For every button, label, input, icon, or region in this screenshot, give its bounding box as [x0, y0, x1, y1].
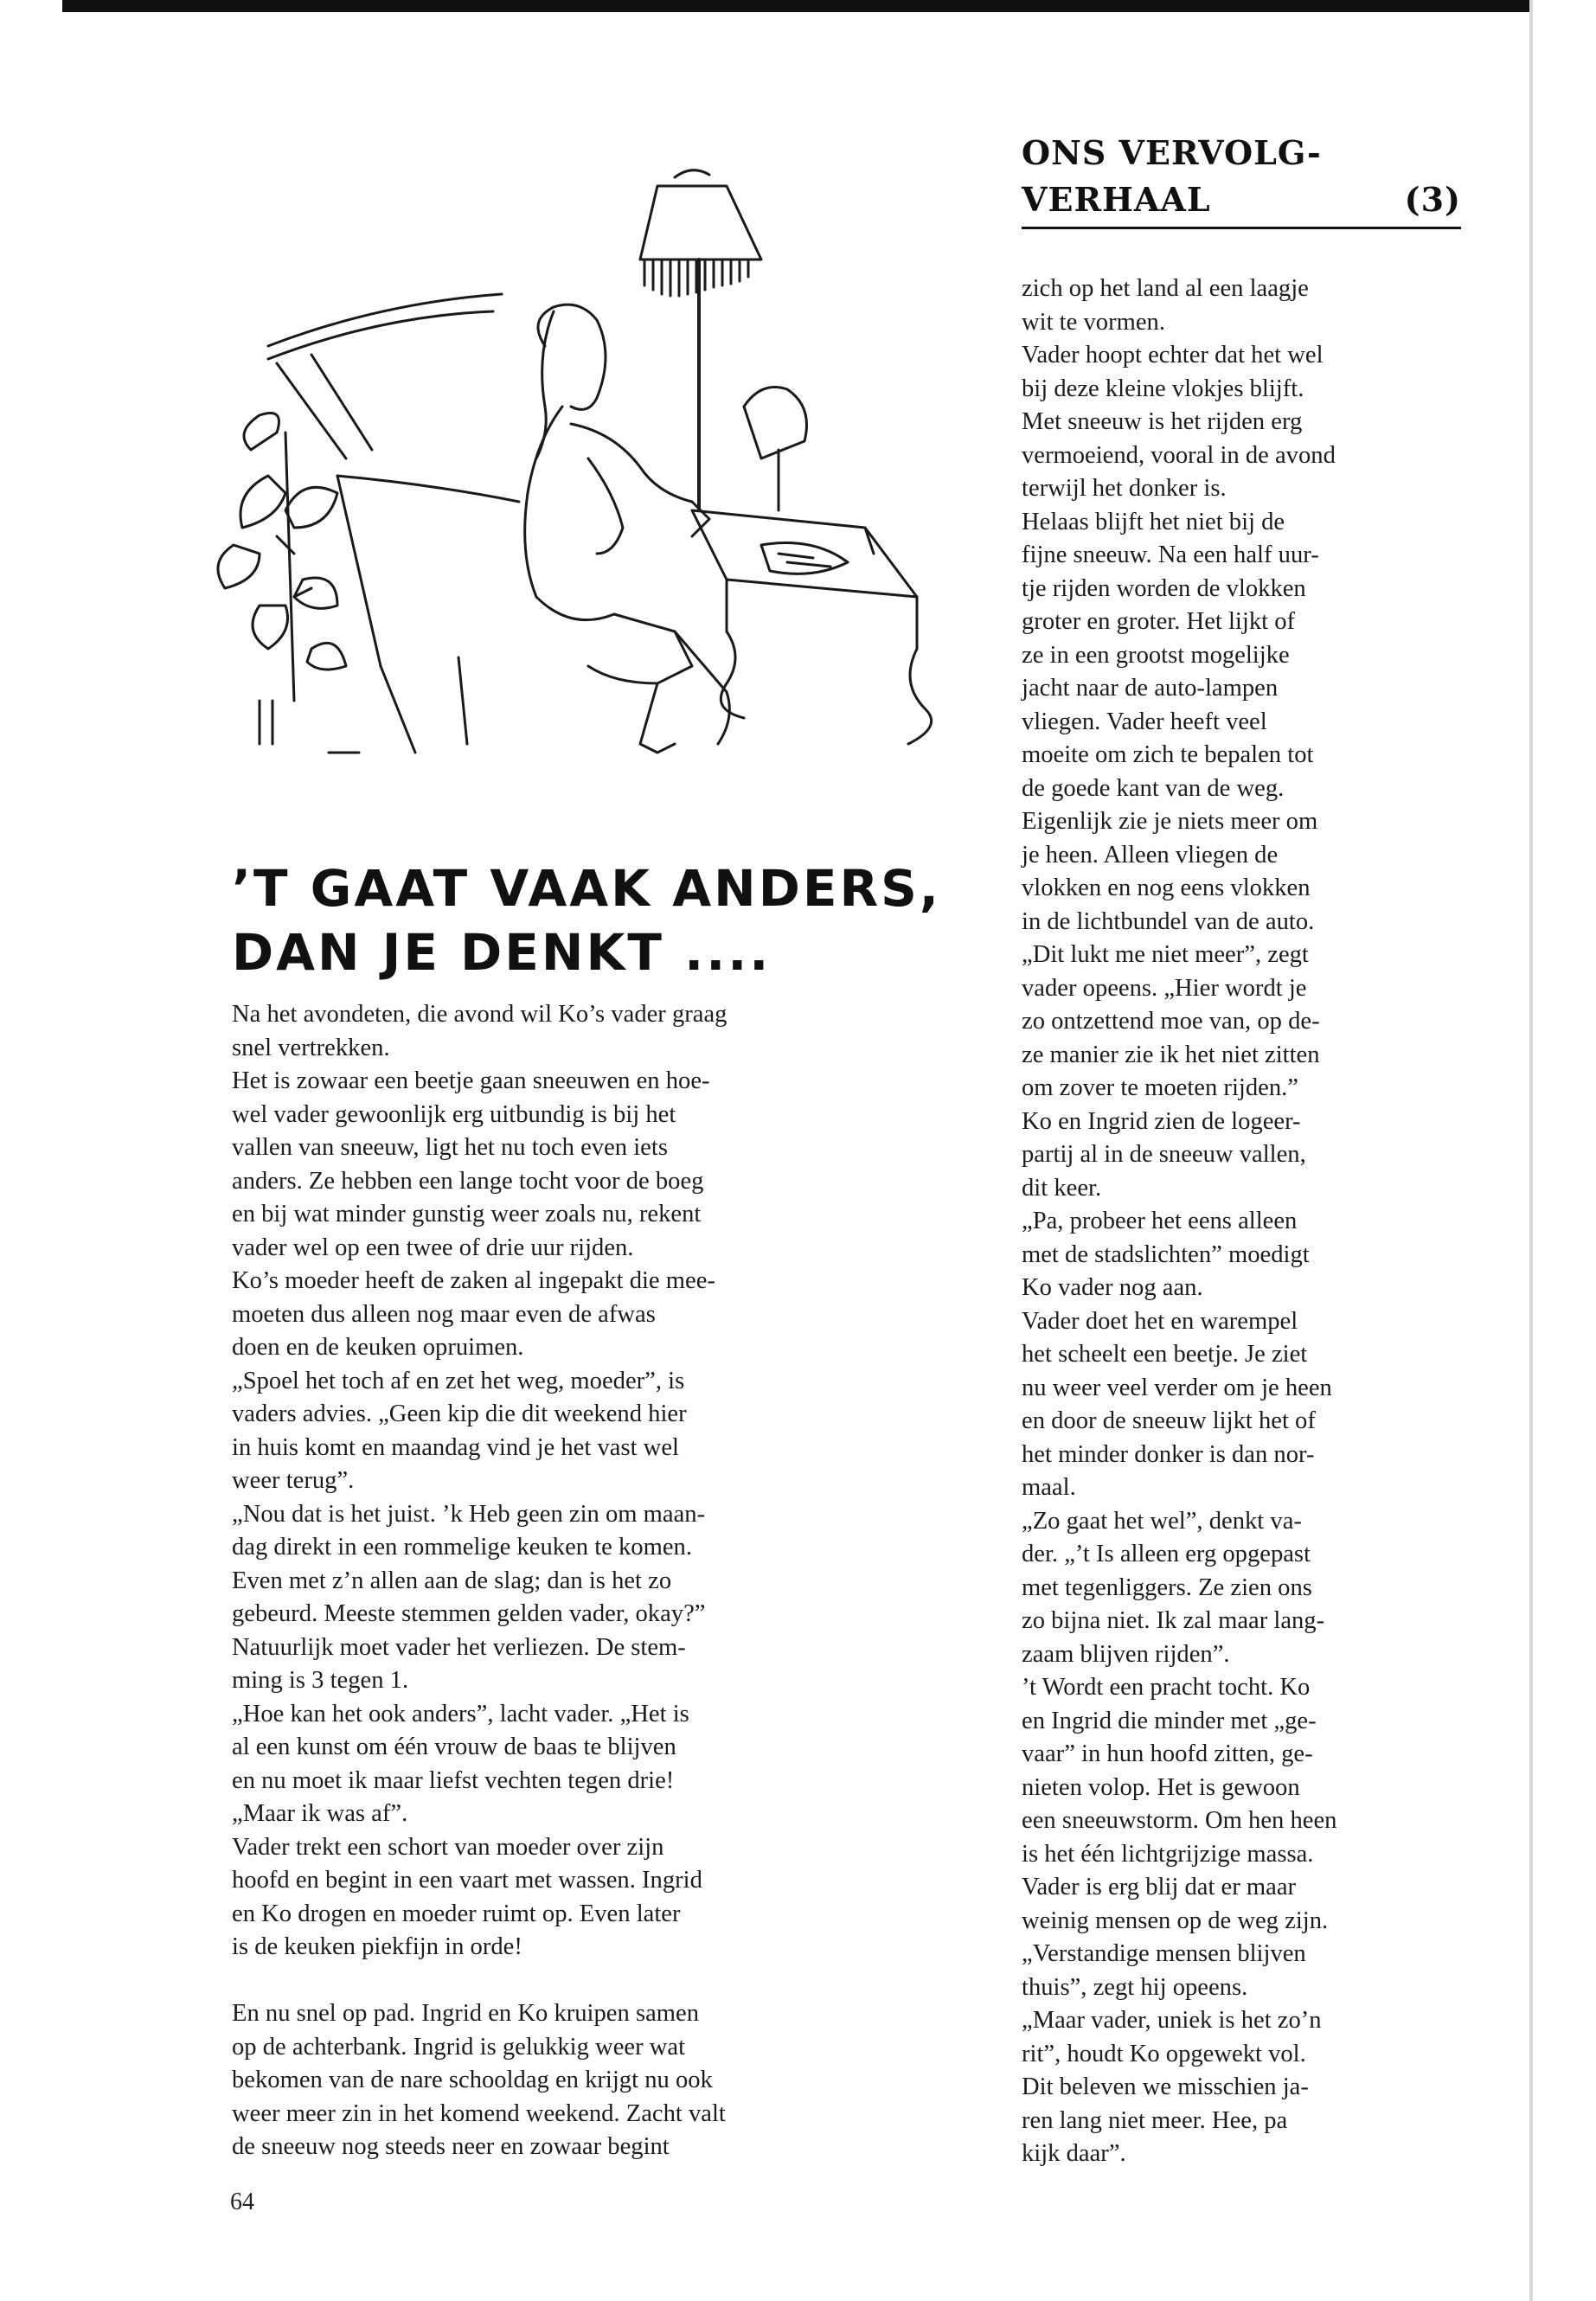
text-line: „Pa, probeer het eens alleen [1022, 1208, 1298, 1234]
text-line: vaar” in hun hoofd zitten, ge- [1022, 1740, 1313, 1767]
text-line: in huis komt en maandag vind je het vast wel [232, 1433, 679, 1461]
text-line: Eigenlijk zie je niets meer om [1022, 808, 1318, 835]
page-number: 64 [230, 2189, 254, 2215]
story-title [232, 856, 1010, 984]
text-line: Ko’s moeder heeft de zaken al ingepakt die mee- [232, 1267, 715, 1294]
page-edge [1529, 0, 1533, 2301]
text-line: de goede kant van de weg. [1022, 774, 1285, 802]
series-heading [1022, 130, 1461, 229]
text-line: het scheelt een beetje. Je ziet [1022, 1341, 1308, 1368]
text-line: met de stadslichten” moedigt [1022, 1240, 1310, 1268]
text-line: vliegen. Vader heeft veel [1022, 708, 1267, 735]
text-line: en Ko drogen en moeder ruimt op. Even later [232, 1900, 681, 1927]
text-line: in de lichtbundel van de auto. [1022, 907, 1315, 935]
text-line: wit te vormen. [1022, 308, 1165, 336]
story-title-line1: ’T GAAT VAAK ANDERS, [232, 859, 941, 918]
text-line: „Zo gaat het wel”, denkt va- [1022, 1507, 1302, 1535]
text-line: weer meer zin in het komend weekend. Zacht valt [232, 2099, 726, 2127]
text-line: ren lang niet meer. Hee, pa [1022, 2106, 1288, 2134]
text-line: al een kunst om één vrouw de baas te blijven [232, 1734, 676, 1760]
text-line: Dit beleven we misschien ja- [1022, 2073, 1309, 2100]
top-border [62, 0, 1533, 12]
text-line: ming is 3 tegen 1. [232, 1667, 409, 1694]
text-line: vlokken en nog eens vlokken [1022, 875, 1311, 901]
text-line: dit keer. [1022, 1174, 1102, 1202]
text-line: ze manier zie ik het niet zitten [1022, 1041, 1320, 1068]
text-line: Even met z’n allen aan de slag; dan is het zo [232, 1567, 672, 1594]
text-line: „Nou dat is het juist. ’k Heb geen zin om maan- [232, 1500, 706, 1528]
text-line: Na het avondeten, die avond wil Ko’s vader graag [232, 1001, 727, 1028]
text-line: tje rijden worden de vlokken [1022, 574, 1306, 602]
text-line: Ko vader nog aan. [1022, 1274, 1203, 1301]
text-line: Vader hoopt echter dat het wel [1022, 342, 1324, 369]
text-line: vaders advies. „Geen kip die dit weekend hier [232, 1400, 687, 1427]
text-line: „Hoe kan het ook anders”, lacht vader. „Het is [232, 1700, 689, 1727]
text-line: groter en groter. Het lijkt of [1022, 608, 1296, 635]
text-line: „Dit lukt me niet meer”, zegt [1022, 941, 1309, 968]
series-label-row [1022, 176, 1461, 223]
text-line: fijne sneeuw. Na een half uur- [1022, 542, 1319, 568]
text-line: zich op het land al een laagje [1022, 275, 1309, 302]
text-line: En nu snel op pad. Ingrid en Ko kruipen samen [232, 2000, 699, 2027]
paragraph-gap [232, 1965, 941, 1998]
text-line: dag direkt in een rommelige keuken te komen. [232, 1534, 692, 1561]
series-label-line2: VERHAAL [1022, 180, 1211, 219]
text-line: weinig mensen op de weg zijn. [1022, 1907, 1329, 1934]
text-line: nieten volop. Het is gewoon [1022, 1773, 1300, 1801]
text-line: rit”, houdt Ko opgewekt vol. [1022, 2040, 1306, 2067]
text-line: zo bijna niet. Ik zal maar lang- [1022, 1607, 1325, 1634]
text-line: nu weer veel verder om je heen [1022, 1374, 1332, 1401]
text-line: Vader trekt een schort van moeder over zijn [232, 1833, 664, 1861]
text-line: Natuurlijk moet vader het verliezen. De stem- [232, 1633, 686, 1661]
text-line: „Verstandige mensen blijven [1022, 1940, 1306, 1967]
coffee-table-icon [692, 510, 932, 744]
text-line: een sneeuwstorm. Om hen heen [1022, 1807, 1337, 1834]
text-line: weer terug”. [232, 1467, 355, 1494]
text-line: „Spoel het toch af en zet het weg, moeder”, is [232, 1367, 685, 1394]
text-line: is de keuken piekfijn in orde! [232, 1933, 522, 1960]
text-line: moeten dus alleen nog maar even de afwas [232, 1300, 656, 1328]
text-line: de sneeuw nog steeds neer en zowaar begint [232, 2133, 670, 2160]
text-line: vermoeiend, vooral in de avond [1022, 441, 1336, 469]
text-line: Helaas blijft het niet bij de [1022, 508, 1285, 535]
text-line: der. „’t Is alleen erg opgepast [1022, 1541, 1311, 1567]
text-line: „Maar vader, uniek is het zo’n [1022, 2007, 1322, 2034]
text-line: doen en de keuken opruimen. [232, 1334, 524, 1361]
paragraph-1 [232, 998, 941, 1965]
text-line: zo ontzettend moe van, op de- [1022, 1008, 1320, 1035]
right-column [1022, 272, 1467, 2171]
series-underline [1022, 227, 1461, 229]
text-line: Het is zowaar een beetje gaan sneeuwen en hoe- [232, 1067, 710, 1094]
story-illustration [208, 147, 952, 830]
paragraph-2 [232, 1997, 941, 2164]
text-line: bij deze kleine vlokjes blijft. [1022, 375, 1304, 402]
text-line: met tegenliggers. Ze zien ons [1022, 1574, 1312, 1601]
series-label-line1: ONS VERVOLG- [1022, 133, 1322, 172]
text-line: je heen. Alleen vliegen de [1022, 841, 1279, 868]
text-line: en Ingrid die minder met „ge- [1022, 1707, 1317, 1734]
text-line: gebeurd. Meeste stemmen gelden vader, okay?” [232, 1600, 706, 1627]
floor-lamp-icon [640, 170, 761, 510]
text-line: terwijl het donker is. [1022, 475, 1227, 502]
text-line: thuis”, zegt hij opeens. [1022, 1973, 1248, 2001]
text-line: kijk daar”. [1022, 2140, 1126, 2167]
text-line: zaam blijven rijden”. [1022, 1640, 1230, 1668]
text-line: Vader is erg blij dat er maar [1022, 1874, 1297, 1900]
text-line: is het één lichtgrijzige massa. [1022, 1840, 1314, 1868]
text-line: moeite om zich te bepalen tot [1022, 741, 1314, 768]
text-line: op de achterbank. Ingrid is gelukkig weer wat [232, 2033, 686, 2061]
text-line: vallen van sneeuw, ligt het nu toch even iets [232, 1134, 668, 1161]
text-line: om zover te moeten rijden.” [1022, 1074, 1298, 1101]
text-line: ’t Wordt een pracht tocht. Ko [1022, 1674, 1311, 1701]
text-line: Ko en Ingrid zien de logeer- [1022, 1107, 1301, 1135]
houseplant-icon [218, 413, 359, 753]
table-lamp-icon [744, 388, 807, 511]
text-line: anders. Ze hebben een lange tocht voor de boeg [232, 1167, 704, 1195]
text-line: wel vader gewoonlijk erg uitbundig is bij het [232, 1100, 676, 1128]
text-line: en door de sneeuw lijkt het of [1022, 1407, 1316, 1434]
text-line: vader opeens. „Hier wordt je [1022, 974, 1307, 1002]
text-line: Met sneeuw is het rijden erg [1022, 408, 1303, 435]
text-line: en nu moet ik maar liefst vechten tegen drie! [232, 1766, 675, 1794]
text-line: vader wel op een twee of drie uur rijden. [232, 1234, 634, 1261]
text-line: bekomen van de nare schooldag en krijgt nu ook [232, 2067, 713, 2093]
story-title-line2: DAN JE DENKT .... [232, 923, 772, 982]
text-line: jacht naar de auto-lampen [1022, 675, 1279, 702]
text-line: maal. [1022, 1474, 1076, 1501]
text-line: ze in een grootst mogelijke [1022, 641, 1290, 669]
text-line: „Maar ik was af”. [232, 1800, 408, 1827]
series-part-number: (3) [1404, 180, 1461, 219]
text-line: snel vertrekken. [232, 1034, 390, 1061]
text-line: het minder donker is dan nor- [1022, 1440, 1315, 1468]
text-line: partij al in de sneeuw vallen, [1022, 1141, 1306, 1168]
left-column [232, 998, 941, 2164]
text-line: hoofd en begint in een vaart met wassen. Ingrid [232, 1867, 702, 1894]
text-line: Vader doet het en warempel [1022, 1307, 1298, 1335]
sofa-icon [268, 294, 519, 753]
text-line: en bij wat minder gunstig weer zoals nu, rekent [232, 1201, 702, 1227]
